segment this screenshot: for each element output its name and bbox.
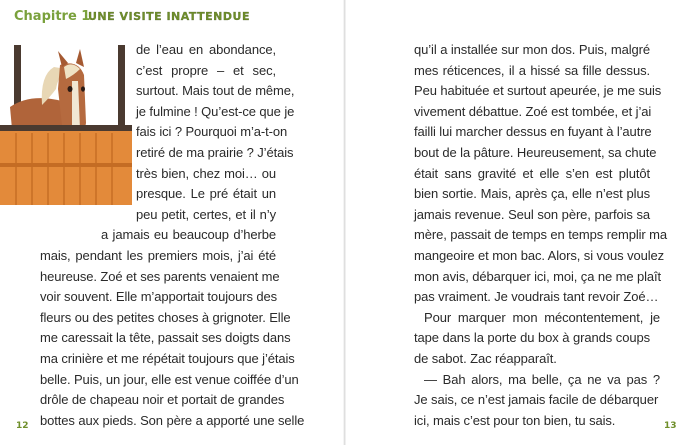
text-line: jamais revenue. Seul son père, parfois sa	[414, 206, 650, 222]
text-line: bien sortie. Mais, après ça, elle n’est plus	[414, 186, 650, 202]
text-line: très bien, chez moi… ou	[136, 165, 276, 181]
text-line: mais, pendant les premiers mois, j’ai été	[40, 248, 276, 263]
text-line: voir souvent. Elle m’apportait toujours des	[40, 289, 278, 305]
text-line: failli lui marcher dessus en fuyant à l’autre	[414, 124, 652, 140]
text-line: de l’eau en abondance,	[136, 42, 276, 57]
text-line: belle. Puis, un jour, elle est venue coiffée d’un	[40, 371, 299, 387]
text-line: fleurs ou des petites choses à grignoter. Elle	[40, 309, 291, 325]
text-line: qu’il a installée sur mon dos. Puis, malgré	[414, 42, 650, 57]
text-line: presque. Le pré était un	[136, 186, 276, 202]
text-line: Je sais, ce n’est jamais facile de débarquer	[414, 392, 659, 408]
text-line: mon avis, débarquer ici, moi, ça ne me plaît	[414, 268, 662, 284]
left-page-number: 12	[16, 421, 29, 431]
chapter-number: Chapitre 1	[14, 9, 91, 24]
text-line: je fulmine ! Qu’est-ce que je	[136, 103, 295, 119]
text-line: bottes aux pieds. Son père a apporté une selle	[40, 412, 305, 428]
text-line: ma crinière et me répétait toujours que j’étais	[40, 351, 295, 366]
text-line: de sabot. Zac réapparaît.	[414, 351, 557, 366]
text-line: était sans gravité et elle s’en est plutôt	[414, 165, 650, 181]
text-line: vivement débattue. Zoé est tombée, et j’ai	[414, 103, 652, 119]
right-page-number: 13	[664, 421, 677, 431]
text-line: bout de la pâture. Heureusement, sa chute	[414, 145, 657, 160]
text-line: — Bah alors, ma belle, ça ne va pas ?	[424, 371, 660, 387]
chapter-title: UNE VISITE INATTENDUE	[88, 10, 250, 23]
text-line: Pour marquer mon mécontentement, je	[424, 309, 660, 325]
text-line: mes réticences, il a hissé sa fille dessus.	[414, 62, 650, 78]
text-line: peu petit, certes, et il n’y	[136, 206, 276, 222]
right-page	[346, 0, 700, 445]
text-line: surtout. Mais tout de même,	[136, 83, 295, 99]
text-line: mangeoire et mon bac. Alors, si vous voulez	[414, 248, 665, 263]
text-line: me caressait la tête, passait ses doigts dans	[40, 330, 291, 346]
text-line: mère, passait de temps en temps remplir ma	[414, 227, 668, 243]
text-line: a jamais eu beaucoup d’herbe	[101, 227, 276, 243]
horse-eye	[68, 86, 73, 92]
text-line: c’est propre – et sec,	[136, 62, 276, 78]
left-page	[0, 0, 345, 445]
text-line: drôle de chapeau noir et portait de grandes	[40, 392, 285, 408]
horse-in-stall-illustration	[0, 45, 132, 205]
text-line: pas vraiment. Je voudrais tant revoir Zoé…	[414, 289, 659, 305]
text-line: fais ici ? Pourquoi m’a-t-on	[136, 124, 288, 140]
text-line: Peu habituée et surtout apeurée, je me suis	[414, 83, 662, 99]
text-line: ici, mais c’est pour ton bien, tu sais.	[414, 412, 616, 428]
text-line: heureuse. Zoé et ses parents venaient me	[40, 268, 280, 284]
text-line: retiré de ma prairie ? J’étais	[136, 145, 294, 160]
text-line: tape dans la porte du box à grands coups	[414, 330, 650, 346]
stall-post-right	[118, 45, 125, 125]
